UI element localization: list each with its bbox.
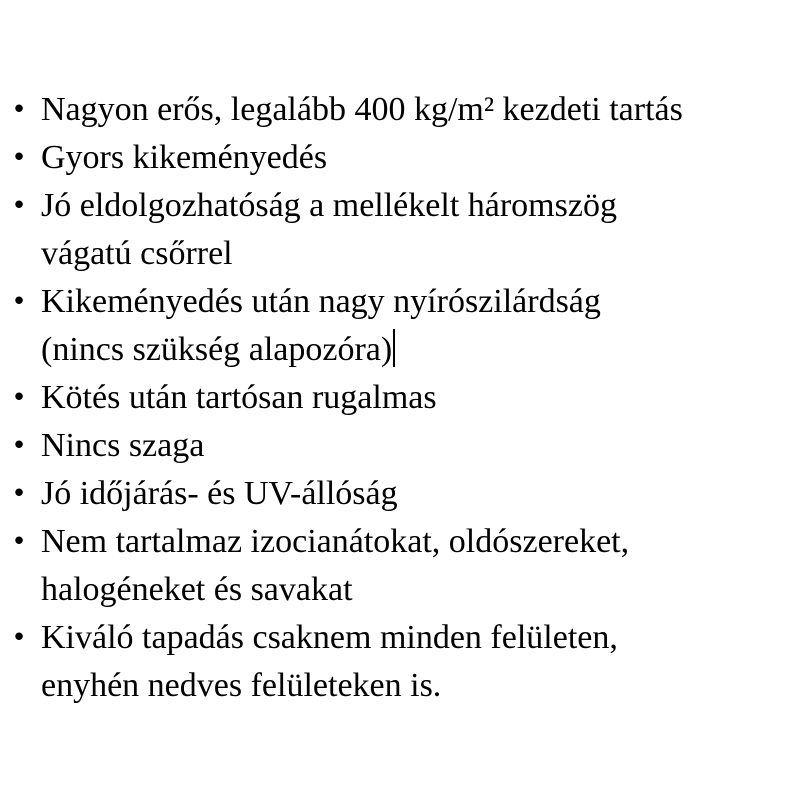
bullet-icon: •	[11, 191, 27, 221]
list-item	[0, 182, 800, 278]
list-item-text: Gyors kikeményedés	[41, 139, 328, 176]
bullet-icon: •	[11, 95, 27, 125]
bullet-icon: •	[11, 383, 27, 413]
list-item	[0, 422, 800, 470]
bullet-icon: •	[11, 527, 27, 557]
list-item-text: Jó eldolgozhatóság a mellékelt háromszög	[41, 187, 617, 224]
list-item-text: Jó időjárás- és UV-állóság	[41, 475, 398, 512]
document-body	[0, 86, 800, 710]
list-item	[0, 278, 800, 374]
list-item-text: Nem tartalmaz izocianátokat, oldószereket,	[41, 523, 630, 560]
list-item-text-continuation: vágatú csőrrel	[41, 235, 233, 272]
bullet-icon: •	[11, 287, 27, 317]
list-item	[0, 518, 800, 614]
list-item-text: Nincs szaga	[41, 427, 205, 464]
list-item-text-continuation	[41, 326, 800, 374]
feature-list	[0, 86, 800, 710]
list-item-text: Kötés után tartósan rugalmas	[41, 379, 437, 416]
bullet-icon: •	[11, 143, 27, 173]
list-item-text-segment: (nincs szükség alapozóra)	[41, 331, 393, 368]
list-item	[0, 374, 800, 422]
bullet-icon: •	[11, 431, 27, 461]
list-item	[0, 614, 800, 710]
list-item-text-continuation: enyhén nedves felületeken is.	[41, 667, 442, 704]
list-item-text-continuation: halogéneket és savakat	[41, 571, 353, 608]
list-item	[0, 470, 800, 518]
bullet-icon: •	[11, 479, 27, 509]
bullet-icon: •	[11, 623, 27, 653]
list-item	[0, 134, 800, 182]
list-item-text: Kiváló tapadás csaknem minden felületen,	[41, 619, 618, 656]
list-item-text: Nagyon erős, legalább 400 kg/m² kezdeti tartás	[41, 91, 683, 128]
text-cursor	[393, 329, 395, 367]
list-item-text: Kikeményedés után nagy nyírószilárdság	[41, 283, 601, 320]
list-item	[0, 86, 800, 134]
